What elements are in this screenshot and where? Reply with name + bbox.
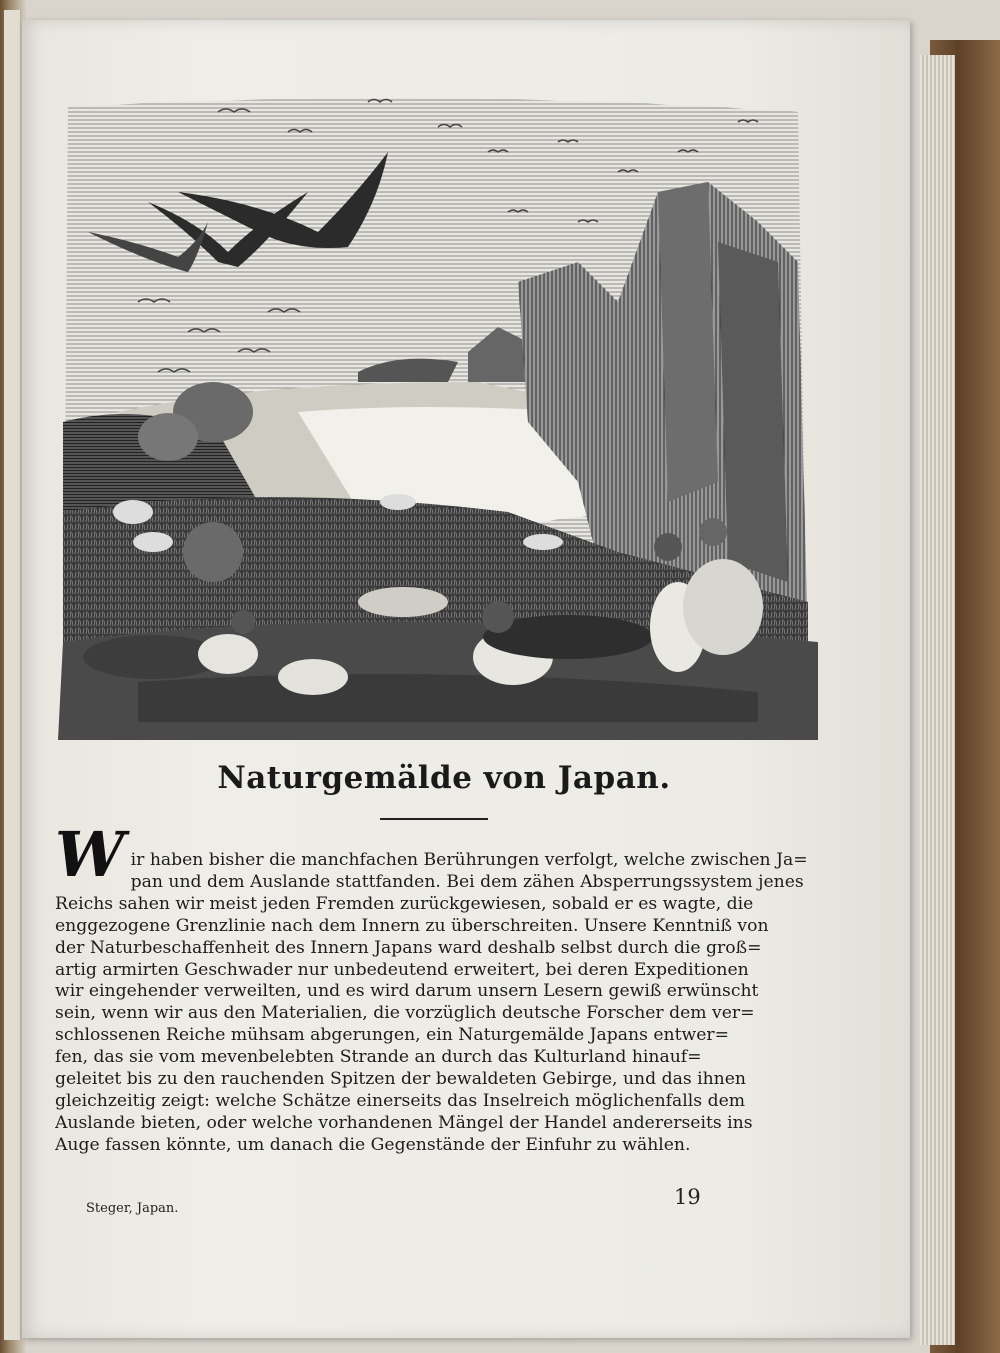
text-line: Auslande bieten, oder welche vorhandenen Mängel der Handel andererseits ins bbox=[55, 1112, 753, 1133]
text-line: fen, das sie vom mevenbelebten Strande an durch das Kulturland hinauf= bbox=[55, 1047, 702, 1068]
text-line: ir haben bisher die manchfachen Berührungen verfolgt, welche zwischen Ja= bbox=[130, 850, 808, 870]
text-line: gleichzeitig zeigt: welche Schätze einerseits das Inselreich möglichenfalls dem bbox=[55, 1090, 746, 1111]
left-page-strip bbox=[4, 10, 21, 1340]
engraving-illustration bbox=[58, 82, 818, 740]
text-line: artig armirten Geschwader nur unbedeutend erweitert, bei deren Expeditionen bbox=[55, 959, 749, 980]
text-line: Reichs sahen wir meist jeden Fremden zurückgewiesen, sobald er es wagte, die bbox=[55, 893, 754, 914]
text-line: wir eingehender verweilten, und es wird darum unsern Lesern gewiß erwünscht bbox=[55, 981, 759, 1002]
page-edges bbox=[920, 55, 955, 1345]
text-line: geleitet bis zu den rauchenden Spitzen der bewaldeten Gebirge, und das ihnen bbox=[55, 1069, 746, 1090]
page-title: Naturgemälde von Japan. bbox=[217, 760, 671, 796]
text-line: der Naturbeschaffenheit des Innern Japans ward deshalb selbst durch die groß= bbox=[55, 937, 762, 958]
page-number: 19 bbox=[674, 1185, 701, 1209]
body-paragraph bbox=[55, 818, 817, 1157]
drop-cap-initial: W bbox=[55, 818, 125, 891]
text-line: Auge fassen könnte, um danach die Gegenstände der Einfuhr zu wählen. bbox=[55, 1134, 691, 1155]
footer-signature: Steger, Japan. bbox=[86, 1201, 179, 1216]
text-line: sein, wenn wir aus den Materialien, die vorzüglich deutsche Forscher dem ver= bbox=[55, 1003, 755, 1024]
text-line: pan und dem Auslande stattfanden. Bei dem zähen Absperrungssystem jenes bbox=[130, 871, 804, 892]
text-line: schlossenen Reiche mühsam abgerungen, ein Naturgemälde Japans entwer= bbox=[55, 1025, 730, 1046]
text-line: enggezogene Grenzlinie nach dem Innern zu überschreiten. Unsere Kenntniß von bbox=[55, 915, 769, 936]
